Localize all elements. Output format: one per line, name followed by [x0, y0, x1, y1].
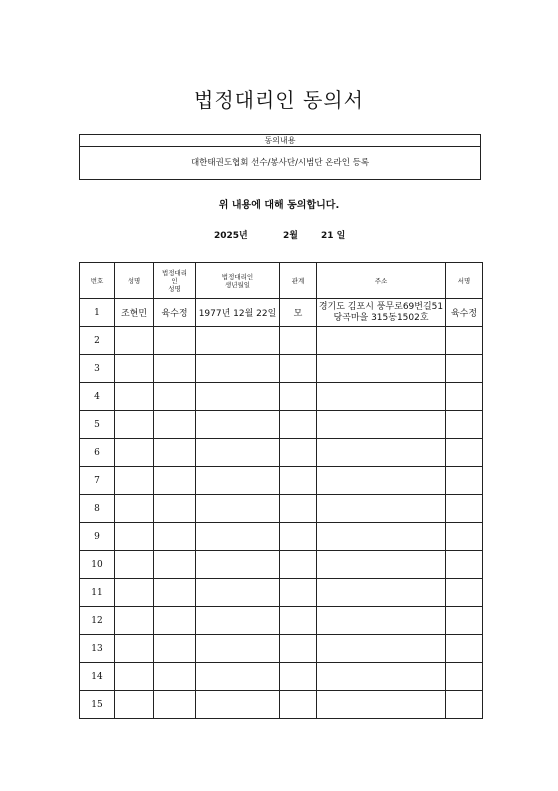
cell-signature — [446, 439, 483, 467]
cell-no: 4 — [80, 383, 115, 411]
cell-signature — [446, 467, 483, 495]
cell-address — [317, 607, 446, 635]
cell-guardian-name — [154, 691, 196, 719]
cell-relation — [280, 411, 317, 439]
cell-name — [115, 327, 154, 355]
cell-signature: 육수정 — [446, 299, 483, 327]
cell-guardian-birth — [196, 383, 280, 411]
cell-guardian-birth — [196, 439, 280, 467]
cell-guardian-name: 육수정 — [154, 299, 196, 327]
cell-address — [317, 495, 446, 523]
cell-guardian-name — [154, 411, 196, 439]
cell-no: 7 — [80, 467, 115, 495]
document-title: 법정대리인 동의서 — [194, 88, 364, 112]
cell-signature — [446, 691, 483, 719]
cell-guardian-birth: 1977년 12월 22일 — [196, 299, 280, 327]
guardian-table — [79, 262, 483, 719]
cell-signature — [446, 327, 483, 355]
cell-guardian-name — [154, 551, 196, 579]
cell-guardian-name — [154, 355, 196, 383]
cell-guardian-birth — [196, 355, 280, 383]
header-signature: 서명 — [446, 263, 483, 299]
table-row — [80, 355, 483, 383]
date-month: 2월 — [283, 231, 298, 241]
cell-guardian-birth — [196, 523, 280, 551]
cell-guardian-name — [154, 663, 196, 691]
cell-signature — [446, 607, 483, 635]
table-row — [80, 691, 483, 719]
cell-guardian-name — [154, 439, 196, 467]
cell-guardian-birth — [196, 467, 280, 495]
cell-signature — [446, 355, 483, 383]
header-guardian-line3: 성명 — [168, 284, 181, 293]
cell-guardian-birth — [196, 327, 280, 355]
cell-guardian-birth — [196, 411, 280, 439]
cell-name — [115, 523, 154, 551]
table-row — [80, 663, 483, 691]
cell-signature — [446, 635, 483, 663]
header-birth-line2: 생년월일 — [224, 280, 251, 289]
cell-address — [317, 467, 446, 495]
cell-address — [317, 663, 446, 691]
cell-relation — [280, 495, 317, 523]
cell-no: 6 — [80, 439, 115, 467]
cell-relation — [280, 635, 317, 663]
cell-guardian-birth — [196, 607, 280, 635]
cell-no: 12 — [80, 607, 115, 635]
date-year: 2025년 — [214, 231, 248, 241]
cell-no: 8 — [80, 495, 115, 523]
header-relation: 관계 — [280, 263, 317, 299]
cell-address — [317, 579, 446, 607]
cell-name — [115, 551, 154, 579]
cell-name — [115, 635, 154, 663]
table-row — [80, 411, 483, 439]
cell-name — [115, 579, 154, 607]
cell-no: 1 — [80, 299, 115, 327]
header-name: 성명 — [115, 263, 154, 299]
cell-guardian-name — [154, 635, 196, 663]
header-guardian-line2: 인 — [171, 276, 178, 285]
cell-guardian-name — [154, 579, 196, 607]
header-no: 번호 — [80, 263, 115, 299]
cell-name — [115, 411, 154, 439]
cell-relation — [280, 607, 317, 635]
cell-guardian-name — [154, 495, 196, 523]
table-row — [80, 439, 483, 467]
cell-name — [115, 607, 154, 635]
cell-guardian-birth — [196, 495, 280, 523]
cell-relation — [280, 663, 317, 691]
cell-guardian-name — [154, 607, 196, 635]
cell-signature — [446, 579, 483, 607]
address-line2: 당곡마을 315동1502호 — [333, 312, 429, 323]
address-line1: 경기도 김포시 풍무로69번길51 — [318, 301, 444, 312]
cell-relation — [280, 355, 317, 383]
cell-no: 2 — [80, 327, 115, 355]
cell-relation — [280, 467, 317, 495]
cell-relation: 모 — [280, 299, 317, 327]
cell-address — [317, 635, 446, 663]
cell-relation — [280, 439, 317, 467]
cell-signature — [446, 523, 483, 551]
cell-address — [317, 327, 446, 355]
cell-no: 3 — [80, 355, 115, 383]
cell-address — [317, 383, 446, 411]
cell-guardian-name — [154, 523, 196, 551]
cell-guardian-birth — [196, 551, 280, 579]
table-header-row — [80, 263, 483, 299]
cell-no: 14 — [80, 663, 115, 691]
table-row — [80, 523, 483, 551]
table-row — [80, 551, 483, 579]
header-birth-line1: 법정대리인 — [221, 272, 254, 281]
cell-guardian-birth — [196, 691, 280, 719]
table-row — [80, 327, 483, 355]
cell-signature — [446, 383, 483, 411]
cell-guardian-birth — [196, 635, 280, 663]
cell-relation — [280, 579, 317, 607]
agreement-statement: 위 내용에 대해 동의합니다. — [218, 200, 340, 211]
cell-guardian-name — [154, 383, 196, 411]
header-address: 주소 — [317, 263, 446, 299]
cell-signature — [446, 495, 483, 523]
table-row — [80, 467, 483, 495]
cell-name — [115, 355, 154, 383]
consent-box — [79, 134, 481, 180]
table-row — [80, 495, 483, 523]
cell-relation — [280, 523, 317, 551]
cell-guardian-name — [154, 327, 196, 355]
consent-body: 대한태권도협회 선수/봉사단/시범단 온라인 등록 — [190, 158, 370, 168]
table-row — [80, 607, 483, 635]
cell-relation — [280, 327, 317, 355]
cell-no: 9 — [80, 523, 115, 551]
header-guardian-birth — [196, 263, 280, 299]
cell-guardian-birth — [196, 663, 280, 691]
cell-address — [317, 411, 446, 439]
cell-address — [317, 551, 446, 579]
cell-relation — [280, 383, 317, 411]
cell-guardian-birth — [196, 579, 280, 607]
table-row — [80, 635, 483, 663]
cell-signature — [446, 551, 483, 579]
cell-address — [317, 299, 446, 327]
table-row — [80, 579, 483, 607]
cell-signature — [446, 663, 483, 691]
cell-name — [115, 663, 154, 691]
cell-name: 조현민 — [115, 299, 154, 327]
date-day: 21 일 — [321, 231, 346, 241]
cell-name — [115, 467, 154, 495]
header-guardian-line1: 법정대리 — [161, 268, 188, 277]
cell-name — [115, 439, 154, 467]
table-row — [80, 299, 483, 327]
cell-no: 10 — [80, 551, 115, 579]
consent-header: 동의내용 — [80, 135, 480, 147]
cell-no: 13 — [80, 635, 115, 663]
cell-address — [317, 355, 446, 383]
cell-signature — [446, 411, 483, 439]
cell-address — [317, 691, 446, 719]
header-guardian-name — [154, 263, 196, 299]
cell-name — [115, 691, 154, 719]
cell-relation — [280, 691, 317, 719]
cell-no: 5 — [80, 411, 115, 439]
cell-address — [317, 523, 446, 551]
cell-guardian-name — [154, 467, 196, 495]
cell-no: 11 — [80, 579, 115, 607]
cell-name — [115, 383, 154, 411]
cell-no: 15 — [80, 691, 115, 719]
cell-name — [115, 495, 154, 523]
cell-address — [317, 439, 446, 467]
cell-relation — [280, 551, 317, 579]
table-row — [80, 383, 483, 411]
